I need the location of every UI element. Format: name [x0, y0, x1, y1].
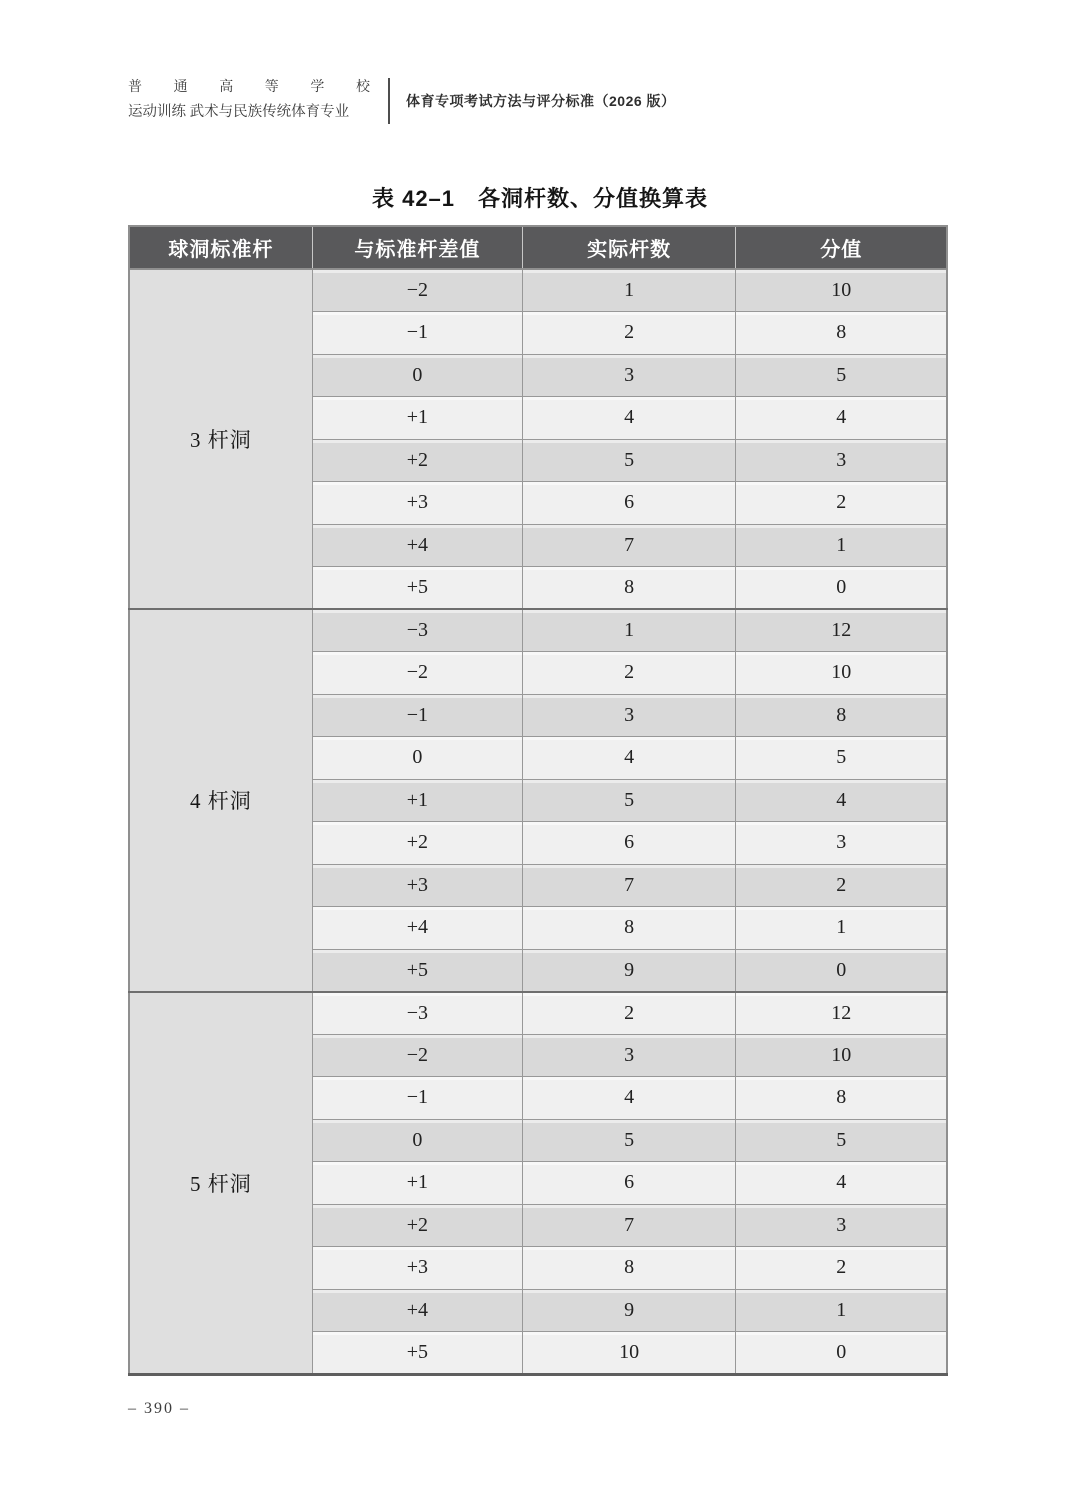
table-cell: 8	[522, 1247, 735, 1290]
column-header: 球洞标准杆	[129, 226, 312, 269]
table-cell: −3	[312, 992, 522, 1035]
table-cell: 5	[736, 737, 947, 780]
table-cell: +5	[312, 567, 522, 610]
table-cell: −2	[312, 1034, 522, 1077]
table-cell: 0	[736, 949, 947, 992]
table-cell: +1	[312, 779, 522, 822]
table-cell: 0	[736, 567, 947, 610]
table-cell: 8	[522, 567, 735, 610]
table-cell: 12	[736, 609, 947, 652]
table-title: 表 42–1 各洞杆数、分值换算表	[371, 186, 709, 211]
table-cell: 8	[736, 1077, 947, 1120]
table-cell: 1	[522, 609, 735, 652]
table-cell: 10	[736, 1034, 947, 1077]
series-line1: 普 通 高 等 学 校	[128, 80, 370, 95]
table-cell: 6	[522, 482, 735, 525]
table-cell: 5	[522, 439, 735, 482]
table-cell: −2	[312, 652, 522, 695]
table-cell: 9	[522, 1289, 735, 1332]
table-cell: +3	[312, 1247, 522, 1290]
table-cell: 3	[736, 439, 947, 482]
header-divider	[388, 78, 390, 124]
table-cell: −3	[312, 609, 522, 652]
table-cell: +3	[312, 482, 522, 525]
table-cell: +4	[312, 524, 522, 567]
table-cell: 4	[736, 1162, 947, 1205]
table-row	[129, 269, 947, 312]
table-cell: 3	[522, 1034, 735, 1077]
column-header: 与标准杆差值	[312, 226, 522, 269]
table-cell: 2	[522, 312, 735, 355]
table-cell: −2	[312, 269, 522, 312]
table-cell: −1	[312, 694, 522, 737]
table-cell: +5	[312, 949, 522, 992]
table-cell: 2	[522, 992, 735, 1035]
table-row	[129, 992, 947, 1035]
table-cell: 12	[736, 992, 947, 1035]
column-header: 实际杆数	[522, 226, 735, 269]
page-number: – 390 –	[128, 1400, 190, 1417]
column-header: 分值	[736, 226, 947, 269]
table-cell: 8	[736, 312, 947, 355]
table-cell: 7	[522, 524, 735, 567]
book-title: 体育专项考试方法与评分标准（2026 版）	[406, 92, 676, 109]
table-cell: 5	[736, 1119, 947, 1162]
table-cell: 7	[522, 864, 735, 907]
running-header	[128, 76, 676, 125]
table-cell: +2	[312, 1204, 522, 1247]
table-cell: 0	[312, 1119, 522, 1162]
table-cell: 10	[522, 1332, 735, 1375]
group-label: 4 杆洞	[129, 609, 312, 992]
table-cell: 5	[736, 354, 947, 397]
table-cell: −1	[312, 312, 522, 355]
table-cell: 4	[522, 737, 735, 780]
table-cell: 0	[312, 354, 522, 397]
series-line2: 运动训练 武术与民族传统体育专业	[128, 104, 350, 120]
table-cell: 10	[736, 652, 947, 695]
table-cell: 3	[522, 354, 735, 397]
table-row	[129, 609, 947, 652]
table-header-row	[129, 226, 947, 269]
table-cell: 6	[522, 822, 735, 865]
series-block	[128, 76, 370, 125]
table-cell: 5	[522, 1119, 735, 1162]
table-cell: +1	[312, 1162, 522, 1205]
table-cell: +1	[312, 397, 522, 440]
table-cell: 2	[736, 1247, 947, 1290]
table-cell: 0	[312, 737, 522, 780]
table-cell: 4	[736, 397, 947, 440]
table-cell: +2	[312, 822, 522, 865]
table-cell: 6	[522, 1162, 735, 1205]
table-cell: 2	[736, 482, 947, 525]
table-cell: 8	[736, 694, 947, 737]
table-cell: 3	[522, 694, 735, 737]
group-label: 3 杆洞	[129, 269, 312, 609]
table-cell: 3	[736, 822, 947, 865]
table-cell: +2	[312, 439, 522, 482]
table-cell: 2	[522, 652, 735, 695]
table-cell: 2	[736, 864, 947, 907]
table-cell: 4	[736, 779, 947, 822]
table-cell: +4	[312, 907, 522, 950]
table-cell: 3	[736, 1204, 947, 1247]
table-cell: 0	[736, 1332, 947, 1375]
table-cell: 10	[736, 269, 947, 312]
table-cell: 1	[736, 907, 947, 950]
table-cell: 7	[522, 1204, 735, 1247]
table-cell: 4	[522, 397, 735, 440]
table-cell: 5	[522, 779, 735, 822]
table-cell: 1	[736, 524, 947, 567]
table-cell: +3	[312, 864, 522, 907]
table-cell: +5	[312, 1332, 522, 1375]
group-label: 5 杆洞	[129, 992, 312, 1375]
table-cell: 1	[736, 1289, 947, 1332]
table-cell: −1	[312, 1077, 522, 1120]
table-cell: 8	[522, 907, 735, 950]
table-cell: 4	[522, 1077, 735, 1120]
conversion-table	[128, 225, 948, 1376]
table-cell: 9	[522, 949, 735, 992]
table-cell: 1	[522, 269, 735, 312]
table-cell: +4	[312, 1289, 522, 1332]
